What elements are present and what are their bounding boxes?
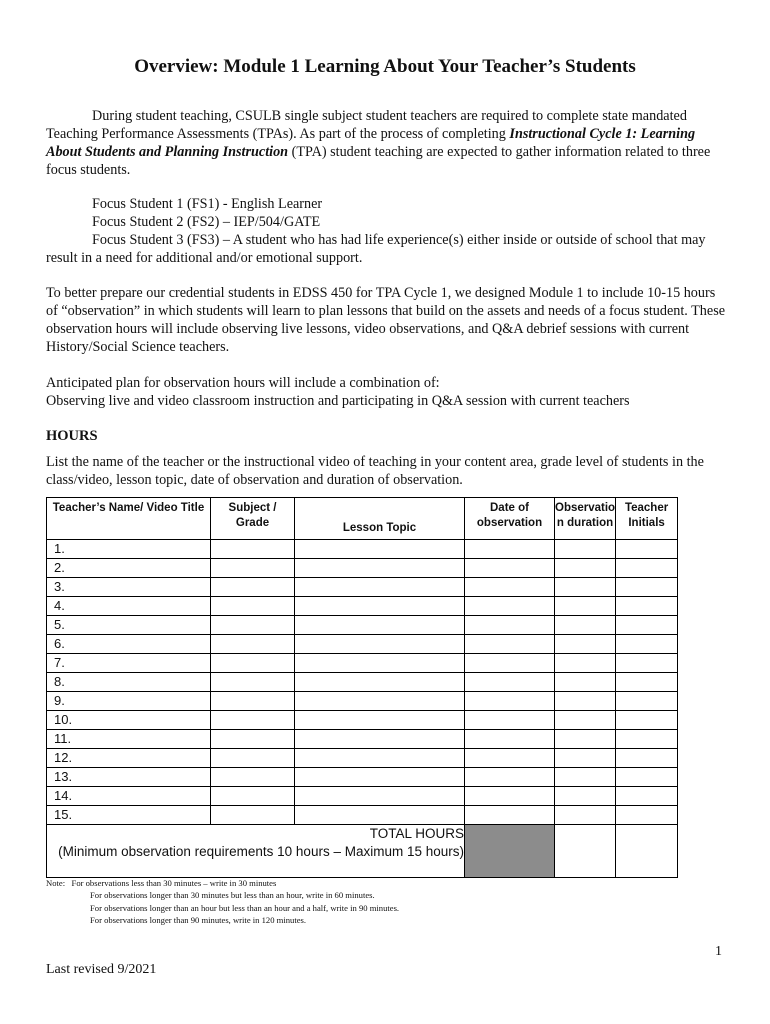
note-line-1 — [46, 877, 399, 889]
duration-cell[interactable] — [555, 711, 616, 730]
row-number-cell[interactable]: 14. — [47, 787, 211, 806]
initials-cell[interactable] — [616, 692, 678, 711]
total-date-cell — [465, 825, 555, 878]
row-number-cell[interactable]: 9. — [47, 692, 211, 711]
row-number-cell[interactable]: 1. — [47, 540, 211, 559]
hours-heading: HOURS — [46, 428, 98, 444]
initials-cell[interactable] — [616, 730, 678, 749]
table-body — [47, 540, 678, 825]
duration-cell[interactable] — [555, 578, 616, 597]
note-text-1: For observations less than 30 minutes – write in 30 minutes — [71, 878, 277, 888]
hours-instructions — [46, 453, 730, 489]
duration-cell[interactable] — [555, 673, 616, 692]
table-row — [47, 635, 678, 654]
initials-cell[interactable] — [616, 616, 678, 635]
subject-cell[interactable] — [211, 768, 295, 787]
date-cell[interactable] — [465, 654, 555, 673]
table-row — [47, 806, 678, 825]
topic-cell[interactable] — [295, 635, 465, 654]
subject-cell[interactable] — [211, 540, 295, 559]
focus-student-2: Focus Student 2 (FS2) – IEP/504/GATE — [92, 214, 321, 230]
table-row — [47, 654, 678, 673]
date-cell[interactable] — [465, 559, 555, 578]
focus-student-list — [46, 195, 736, 267]
subject-cell[interactable] — [211, 749, 295, 768]
duration-cell[interactable] — [555, 768, 616, 787]
initials-cell[interactable] — [616, 597, 678, 616]
initials-cell[interactable] — [616, 711, 678, 730]
date-cell[interactable] — [465, 635, 555, 654]
header-duration: Observatio n duration — [555, 498, 616, 540]
intro-cycle-name: Instructional Cycle 1: Learning About Students and Planning Instruction — [46, 126, 696, 160]
total-hours-label — [47, 825, 465, 878]
subject-cell[interactable] — [211, 711, 295, 730]
date-cell[interactable] — [465, 768, 555, 787]
initials-cell[interactable] — [616, 578, 678, 597]
initials-cell[interactable] — [616, 673, 678, 692]
total-duration-cell[interactable] — [555, 825, 616, 878]
date-cell[interactable] — [465, 540, 555, 559]
row-number-cell[interactable]: 11. — [47, 730, 211, 749]
topic-cell[interactable] — [295, 654, 465, 673]
duration-cell[interactable] — [555, 654, 616, 673]
duration-cell[interactable] — [555, 616, 616, 635]
total-hours-title: TOTAL HOURS — [369, 826, 464, 841]
table-row — [47, 578, 678, 597]
subject-cell[interactable] — [211, 559, 295, 578]
focus-student-3: Focus Student 3 (FS3) – A student who has had life experience(s) either inside or outside of school that may result in a need for additional and/or emotional support. — [46, 232, 706, 266]
duration-cell[interactable] — [555, 559, 616, 578]
hours-instructions-text: List the name of the teacher or the instructional video of teaching in your content area, grade level of students in the class/video, lesson topic, date of observation and duration of observation. — [46, 454, 704, 488]
topic-cell[interactable] — [295, 711, 465, 730]
duration-cell[interactable] — [555, 635, 616, 654]
header-teacher-name: Teacher’s Name/ Video Title — [47, 498, 211, 540]
topic-cell[interactable] — [295, 578, 465, 597]
date-cell[interactable] — [465, 787, 555, 806]
initials-cell[interactable] — [616, 559, 678, 578]
topic-cell[interactable] — [295, 559, 465, 578]
header-subject-grade: Subject / Grade — [211, 498, 295, 540]
notes — [46, 877, 399, 926]
table-header-row — [47, 498, 678, 540]
duration-cell[interactable] — [555, 540, 616, 559]
duration-cell[interactable] — [555, 730, 616, 749]
header-lesson-topic: Lesson Topic — [295, 498, 465, 540]
page-title: Overview: Module 1 Learning About Your Teacher’s Students — [134, 56, 636, 77]
table-row — [47, 616, 678, 635]
note-line-2: For observations longer than 30 minutes but less than an hour, write in 60 minutes. — [90, 890, 375, 901]
total-initials-cell — [616, 825, 678, 878]
subject-cell[interactable] — [211, 806, 295, 825]
plan-line-2: Observing live and video classroom instruction and participating in Q&A session with current teachers — [46, 393, 630, 409]
topic-cell[interactable] — [295, 692, 465, 711]
date-cell[interactable] — [465, 578, 555, 597]
row-number-cell[interactable]: 3. — [47, 578, 211, 597]
date-cell[interactable] — [465, 730, 555, 749]
table-row — [47, 540, 678, 559]
date-cell[interactable] — [465, 597, 555, 616]
topic-cell[interactable] — [295, 806, 465, 825]
focus-student-1: Focus Student 1 (FS1) - English Learner — [92, 196, 323, 212]
plan-block — [46, 374, 726, 410]
row-number-cell[interactable]: 10. — [47, 711, 211, 730]
table-row — [47, 730, 678, 749]
prepare-paragraph: To better prepare our credential students in EDSS 450 for TPA Cycle 1, we designed Module 1 to include 10-15 hours of “observation” in which students will learn to plan lessons that build on the assets and needs of a focus student. These observation hours will include observing live lessons, video observations, and Q&A debrief sessions with current History/Social Science teachers. — [46, 285, 726, 355]
observation-log-table — [46, 497, 678, 878]
date-cell[interactable] — [465, 673, 555, 692]
row-number-cell[interactable]: 7. — [47, 654, 211, 673]
row-number-cell[interactable]: 12. — [47, 749, 211, 768]
header-date: Date of observation — [465, 498, 555, 540]
table-row — [47, 711, 678, 730]
date-cell[interactable] — [465, 692, 555, 711]
row-number-cell[interactable]: 8. — [47, 673, 211, 692]
topic-cell[interactable] — [295, 749, 465, 768]
topic-cell[interactable] — [295, 673, 465, 692]
date-cell[interactable] — [465, 806, 555, 825]
date-cell[interactable] — [465, 749, 555, 768]
subject-cell[interactable] — [211, 597, 295, 616]
date-cell[interactable] — [465, 616, 555, 635]
subject-cell[interactable] — [211, 616, 295, 635]
header-initials: Teacher Initials — [616, 498, 678, 540]
table-row — [47, 559, 678, 578]
note-line-3: For observations longer than an hour but less than an hour and a half, write in 90 minutes. — [90, 902, 400, 913]
subject-cell[interactable] — [211, 635, 295, 654]
subject-cell[interactable] — [211, 692, 295, 711]
initials-cell[interactable] — [616, 654, 678, 673]
topic-cell[interactable] — [295, 768, 465, 787]
topic-cell[interactable] — [295, 730, 465, 749]
total-row — [47, 825, 678, 878]
plan-line-1: Anticipated plan for observation hours will include a combination of: — [46, 375, 440, 391]
duration-cell[interactable] — [555, 787, 616, 806]
initials-cell[interactable] — [616, 787, 678, 806]
table-row — [47, 787, 678, 806]
intro-text-b: (TPA) student teaching are expected to gather information related to three focus students. — [46, 144, 711, 178]
initials-cell[interactable] — [616, 540, 678, 559]
note-prefix: Note: — [46, 878, 66, 888]
date-cell[interactable] — [465, 711, 555, 730]
note-line-4: For observations longer than 90 minutes, write in 120 minutes. — [90, 914, 307, 925]
duration-cell[interactable] — [555, 749, 616, 768]
duration-cell[interactable] — [555, 597, 616, 616]
row-number-cell[interactable]: 13. — [47, 768, 211, 787]
row-number-cell[interactable]: 6. — [47, 635, 211, 654]
table-row — [47, 673, 678, 692]
topic-cell[interactable] — [295, 540, 465, 559]
initials-cell[interactable] — [616, 749, 678, 768]
last-revised: Last revised 9/2021 — [46, 962, 157, 977]
subject-cell[interactable] — [211, 578, 295, 597]
row-number-cell[interactable]: 2. — [47, 559, 211, 578]
page-number: 1 — [715, 944, 722, 959]
table-row — [47, 597, 678, 616]
subject-cell[interactable] — [211, 654, 295, 673]
row-number-cell[interactable]: 5. — [47, 616, 211, 635]
table-row — [47, 768, 678, 787]
initials-cell[interactable] — [616, 806, 678, 825]
duration-cell[interactable] — [555, 692, 616, 711]
initials-cell[interactable] — [616, 768, 678, 787]
subject-cell[interactable] — [211, 673, 295, 692]
initials-cell[interactable] — [616, 635, 678, 654]
table-row — [47, 749, 678, 768]
subject-cell[interactable] — [211, 787, 295, 806]
table-row — [47, 692, 678, 711]
subject-cell[interactable] — [211, 730, 295, 749]
duration-cell[interactable] — [555, 806, 616, 825]
total-hours-requirement: (Minimum observation requirements 10 hours – Maximum 15 hours) — [58, 844, 464, 859]
intro-text-a: During student teaching, CSULB single subject student teachers are required to complete state mandated Teaching Performance Assessments (TPAs). As part of the process of completing — [46, 108, 687, 142]
row-number-cell[interactable]: 4. — [47, 597, 211, 616]
intro-paragraph — [46, 107, 726, 179]
topic-cell[interactable] — [295, 787, 465, 806]
row-number-cell[interactable]: 15. — [47, 806, 211, 825]
topic-cell[interactable] — [295, 597, 465, 616]
topic-cell[interactable] — [295, 616, 465, 635]
